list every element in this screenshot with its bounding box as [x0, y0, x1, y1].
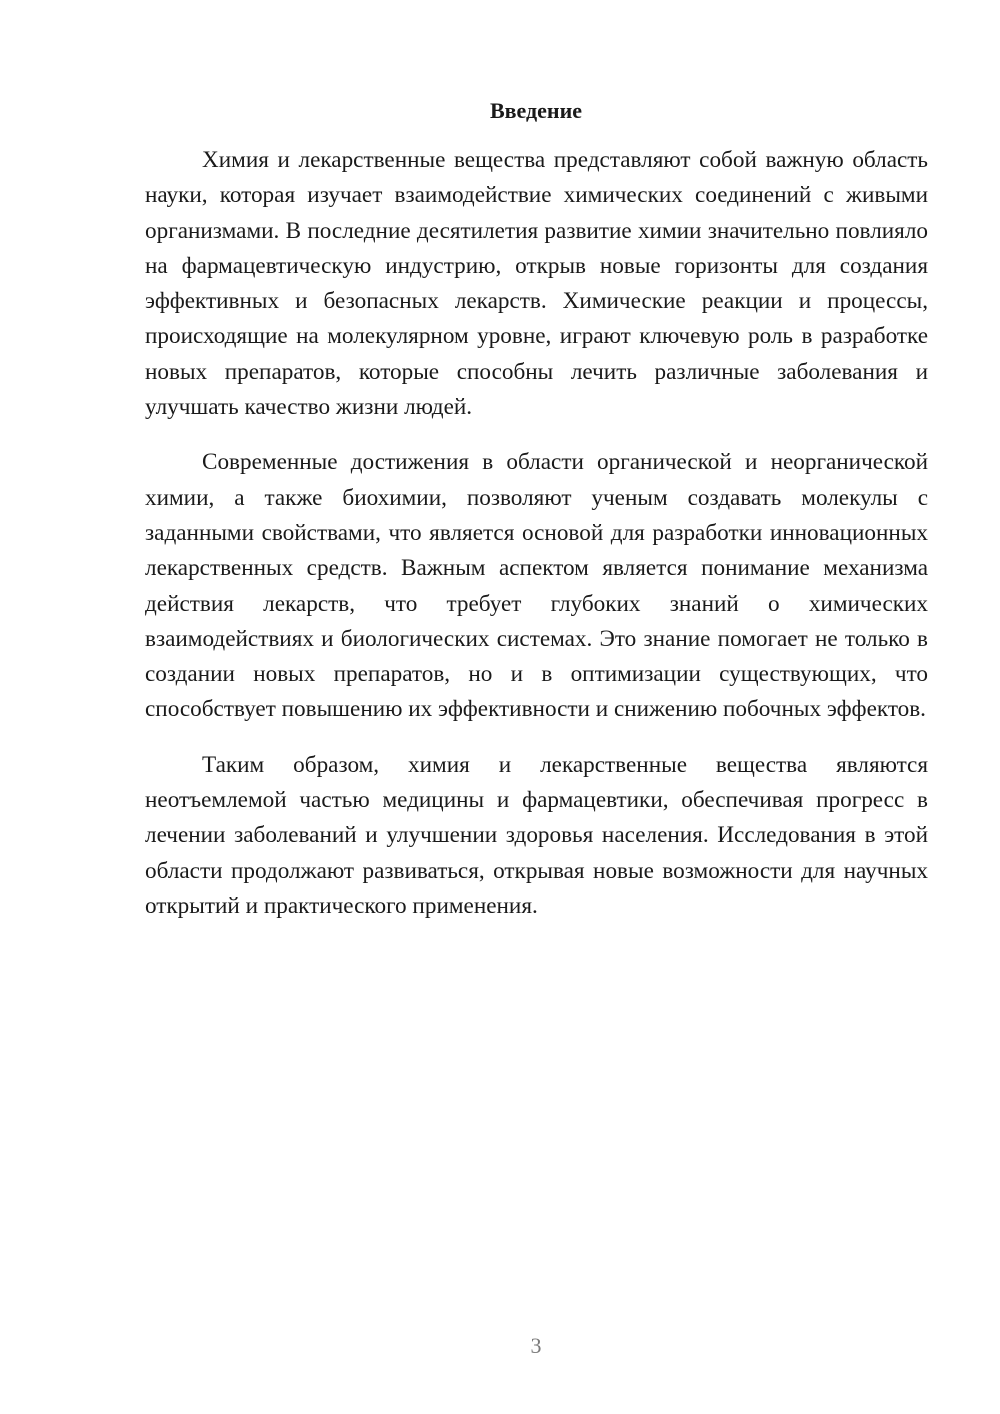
paragraph-1: Химия и лекарственные вещества представляют собой важную область науки, которая изучает взаимодействие химических соединений с живыми организмами. В последние десятилетия развитие химии значительно повлияло на фармацевтическую индустрию, открыв новые горизонты для создания эффективных и безопасных лекарств. Химические реакции и процессы, происходящие на молекулярном уровне, играют ключевую роль в разработке новых препаратов, которые способны лечить различные заболевания и улучшать качество жизни людей. [145, 147, 928, 421]
body-text [145, 143, 928, 944]
paragraph-3: Таким образом, химия и лекарственные вещества являются неотъемлемой частью медицины и фармацевтики, обеспечивая прогресс в лечении заболеваний и улучшении здоровья населения. Исследования в этой области продолжают развиваться, открывая новые возможности для научных открытий и практического применения. [145, 751, 928, 919]
page-number: 3 [530, 1333, 542, 1358]
section-heading: Введение [489, 98, 583, 123]
paragraph-2: Современные достижения в области органической и неорганической химии, а также биохимии, позволяют ученым создавать молекулы с заданными свойствами, что является основой для разработки инновационных лекарственных средств. Важным аспектом является понимание механизма действия лекарств, что требует глубоких знаний о химических взаимодействиях и биологических системах. Это знание помогает не только в создании новых препаратов, но и в оптимизации существующих, что способствует повышению их эффективности и снижению побочных эффектов. [145, 449, 928, 723]
